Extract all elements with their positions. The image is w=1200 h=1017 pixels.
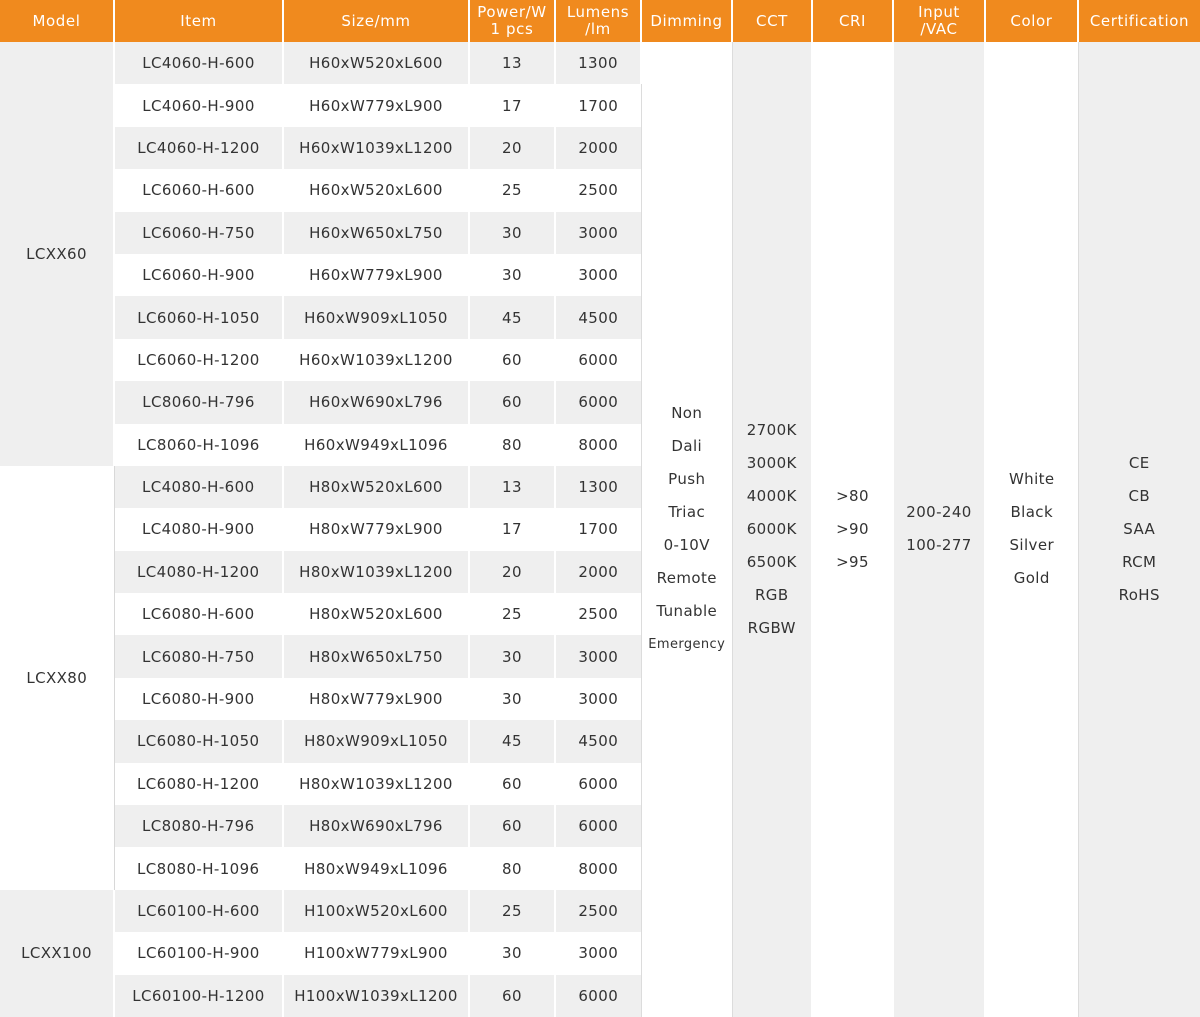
item-cell: LC4060-H-600 [114,42,283,84]
lumens-cell: 3000 [555,678,641,720]
size-cell: H80xW690xL796 [283,805,469,847]
lumens-cell: 4500 [555,296,641,338]
cct-options-line: 2700K [746,420,797,439]
lumens-cell: 6000 [555,975,641,1017]
cct-options-line: 6000K [746,519,797,538]
header-cri: CRI [812,0,893,42]
lumens-cell: 3000 [555,932,641,974]
power-cell: 25 [469,593,555,635]
lumens-cell: 6000 [555,805,641,847]
lumens-cell: 1300 [555,42,641,84]
certification-list-line: CB [1128,486,1151,505]
color-options-line: Silver [1009,536,1055,555]
item-cell: LC6080-H-750 [114,635,283,677]
input-voltage-options-line: 100-277 [906,536,972,555]
header-item: Item [114,0,283,42]
power-cell: 60 [469,381,555,423]
lumens-cell: 2500 [555,890,641,932]
power-cell: 60 [469,975,555,1017]
size-cell: H60xW520xL600 [283,42,469,84]
dimming-options-line: Tunable [656,602,718,621]
item-cell: LC6060-H-1200 [114,339,283,381]
color-options [985,42,1078,1017]
item-cell: LC8080-H-796 [114,805,283,847]
size-cell: H60xW520xL600 [283,169,469,211]
size-cell: H60xW1039xL1200 [283,127,469,169]
lumens-cell: 2000 [555,127,641,169]
size-cell: H60xW650xL750 [283,212,469,254]
header-dimming: Dimming [641,0,732,42]
certification-list-line: SAA [1123,519,1156,538]
size-cell: H60xW949xL1096 [283,424,469,466]
header-input-line2: /VAC [920,20,958,38]
table-body [0,42,1200,1017]
cri-options-line: >90 [836,519,869,538]
dimming-options-line: Triac [668,503,706,522]
certification-list-line: RCM [1122,552,1157,571]
cct-options-line: RGB [754,585,789,604]
size-cell: H80xW520xL600 [283,593,469,635]
cct-options-line: 4000K [746,486,797,505]
input-voltage-options-line: 200-240 [906,503,972,522]
item-cell: LC6080-H-900 [114,678,283,720]
size-cell: H60xW1039xL1200 [283,339,469,381]
power-cell: 30 [469,932,555,974]
lumens-cell: 2500 [555,593,641,635]
certification-list-line: CE [1128,453,1150,472]
lumens-cell: 3000 [555,254,641,296]
size-cell: H80xW1039xL1200 [283,551,469,593]
cct-options [732,42,812,1017]
lumens-cell: 2000 [555,551,641,593]
lumens-cell: 1700 [555,508,641,550]
model-cell: LCXX80 [0,466,114,890]
item-cell: LC8060-H-1096 [114,424,283,466]
lumens-cell: 6000 [555,339,641,381]
power-cell: 60 [469,805,555,847]
dimming-options-line: Emergency [648,637,726,653]
header-certification: Certification [1078,0,1200,42]
header-lumens-line1: Lumens [566,3,630,21]
header-lumens-line2: /lm [585,20,611,38]
dimming-options-line: 0-10V [663,536,710,555]
size-cell: H60xW779xL900 [283,84,469,126]
power-cell: 45 [469,720,555,762]
size-cell: H80xW520xL600 [283,466,469,508]
power-cell: 17 [469,508,555,550]
lumens-cell: 6000 [555,763,641,805]
size-cell: H80xW779xL900 [283,678,469,720]
header-lumens [555,0,641,42]
lumens-cell: 8000 [555,847,641,889]
input-voltage-options [893,42,985,1017]
lumens-cell: 4500 [555,720,641,762]
power-cell: 30 [469,212,555,254]
item-cell: LC4060-H-1200 [114,127,283,169]
cct-options-line: 3000K [746,453,797,472]
power-cell: 20 [469,551,555,593]
power-cell: 80 [469,847,555,889]
power-cell: 17 [469,84,555,126]
item-cell: LC4080-H-900 [114,508,283,550]
dimming-options-line: Remote [656,569,717,588]
cri-options-line: >80 [836,486,869,505]
power-cell: 25 [469,169,555,211]
lumens-cell: 3000 [555,635,641,677]
cct-options-line: 6500K [746,552,797,571]
item-cell: LC8060-H-796 [114,381,283,423]
item-cell: LC6060-H-750 [114,212,283,254]
power-cell: 30 [469,254,555,296]
item-cell: LC6060-H-600 [114,169,283,211]
item-cell: LC60100-H-1200 [114,975,283,1017]
item-cell: LC4080-H-1200 [114,551,283,593]
dimming-options [641,42,732,1017]
size-cell: H80xW909xL1050 [283,720,469,762]
power-cell: 60 [469,763,555,805]
item-cell: LC60100-H-600 [114,890,283,932]
lumens-cell: 2500 [555,169,641,211]
power-cell: 30 [469,678,555,720]
size-cell: H80xW949xL1096 [283,847,469,889]
size-cell: H60xW909xL1050 [283,296,469,338]
item-cell: LC6080-H-1050 [114,720,283,762]
header-power [469,0,555,42]
power-cell: 80 [469,424,555,466]
item-cell: LC6080-H-600 [114,593,283,635]
size-cell: H60xW690xL796 [283,381,469,423]
lumens-cell: 3000 [555,212,641,254]
header-size: Size/mm [283,0,469,42]
lumens-cell: 8000 [555,424,641,466]
lumens-cell: 6000 [555,381,641,423]
header-power-line2: 1 pcs [490,20,534,38]
color-options-line: Black [1010,503,1054,522]
item-cell: LC60100-H-900 [114,932,283,974]
lumens-cell: 1700 [555,84,641,126]
header-input [893,0,985,42]
item-cell: LC4060-H-900 [114,84,283,126]
lumens-cell: 1300 [555,466,641,508]
size-cell: H60xW779xL900 [283,254,469,296]
cct-options-line: RGBW [747,618,796,637]
size-cell: H80xW779xL900 [283,508,469,550]
table-header-row [0,0,1200,42]
power-cell: 60 [469,339,555,381]
cri-options-line: >95 [836,552,869,571]
power-cell: 20 [469,127,555,169]
certification-list [1078,42,1200,1017]
power-cell: 13 [469,42,555,84]
header-power-line1: Power/W [477,3,547,21]
color-options-line: White [1008,470,1055,489]
size-cell: H80xW650xL750 [283,635,469,677]
color-options-line: Gold [1013,569,1050,588]
dimming-options-line: Non [671,404,703,423]
cri-options [812,42,893,1017]
power-cell: 45 [469,296,555,338]
model-cell: LCXX100 [0,890,114,1017]
item-cell: LC6060-H-900 [114,254,283,296]
dimming-options-line: Push [668,470,706,489]
header-cct: CCT [732,0,812,42]
size-cell: H100xW520xL600 [283,890,469,932]
item-cell: LC6060-H-1050 [114,296,283,338]
header-input-line1: Input [918,3,960,21]
item-cell: LC4080-H-600 [114,466,283,508]
item-cell: LC8080-H-1096 [114,847,283,889]
power-cell: 13 [469,466,555,508]
power-cell: 30 [469,635,555,677]
table-row [0,42,1200,84]
certification-list-line: RoHS [1118,585,1160,604]
header-model: Model [0,0,114,42]
size-cell: H100xW779xL900 [283,932,469,974]
item-cell: LC6080-H-1200 [114,763,283,805]
size-cell: H100xW1039xL1200 [283,975,469,1017]
dimming-options-line: Dali [671,437,703,456]
size-cell: H80xW1039xL1200 [283,763,469,805]
header-color: Color [985,0,1078,42]
power-cell: 25 [469,890,555,932]
model-cell: LCXX60 [0,42,114,466]
